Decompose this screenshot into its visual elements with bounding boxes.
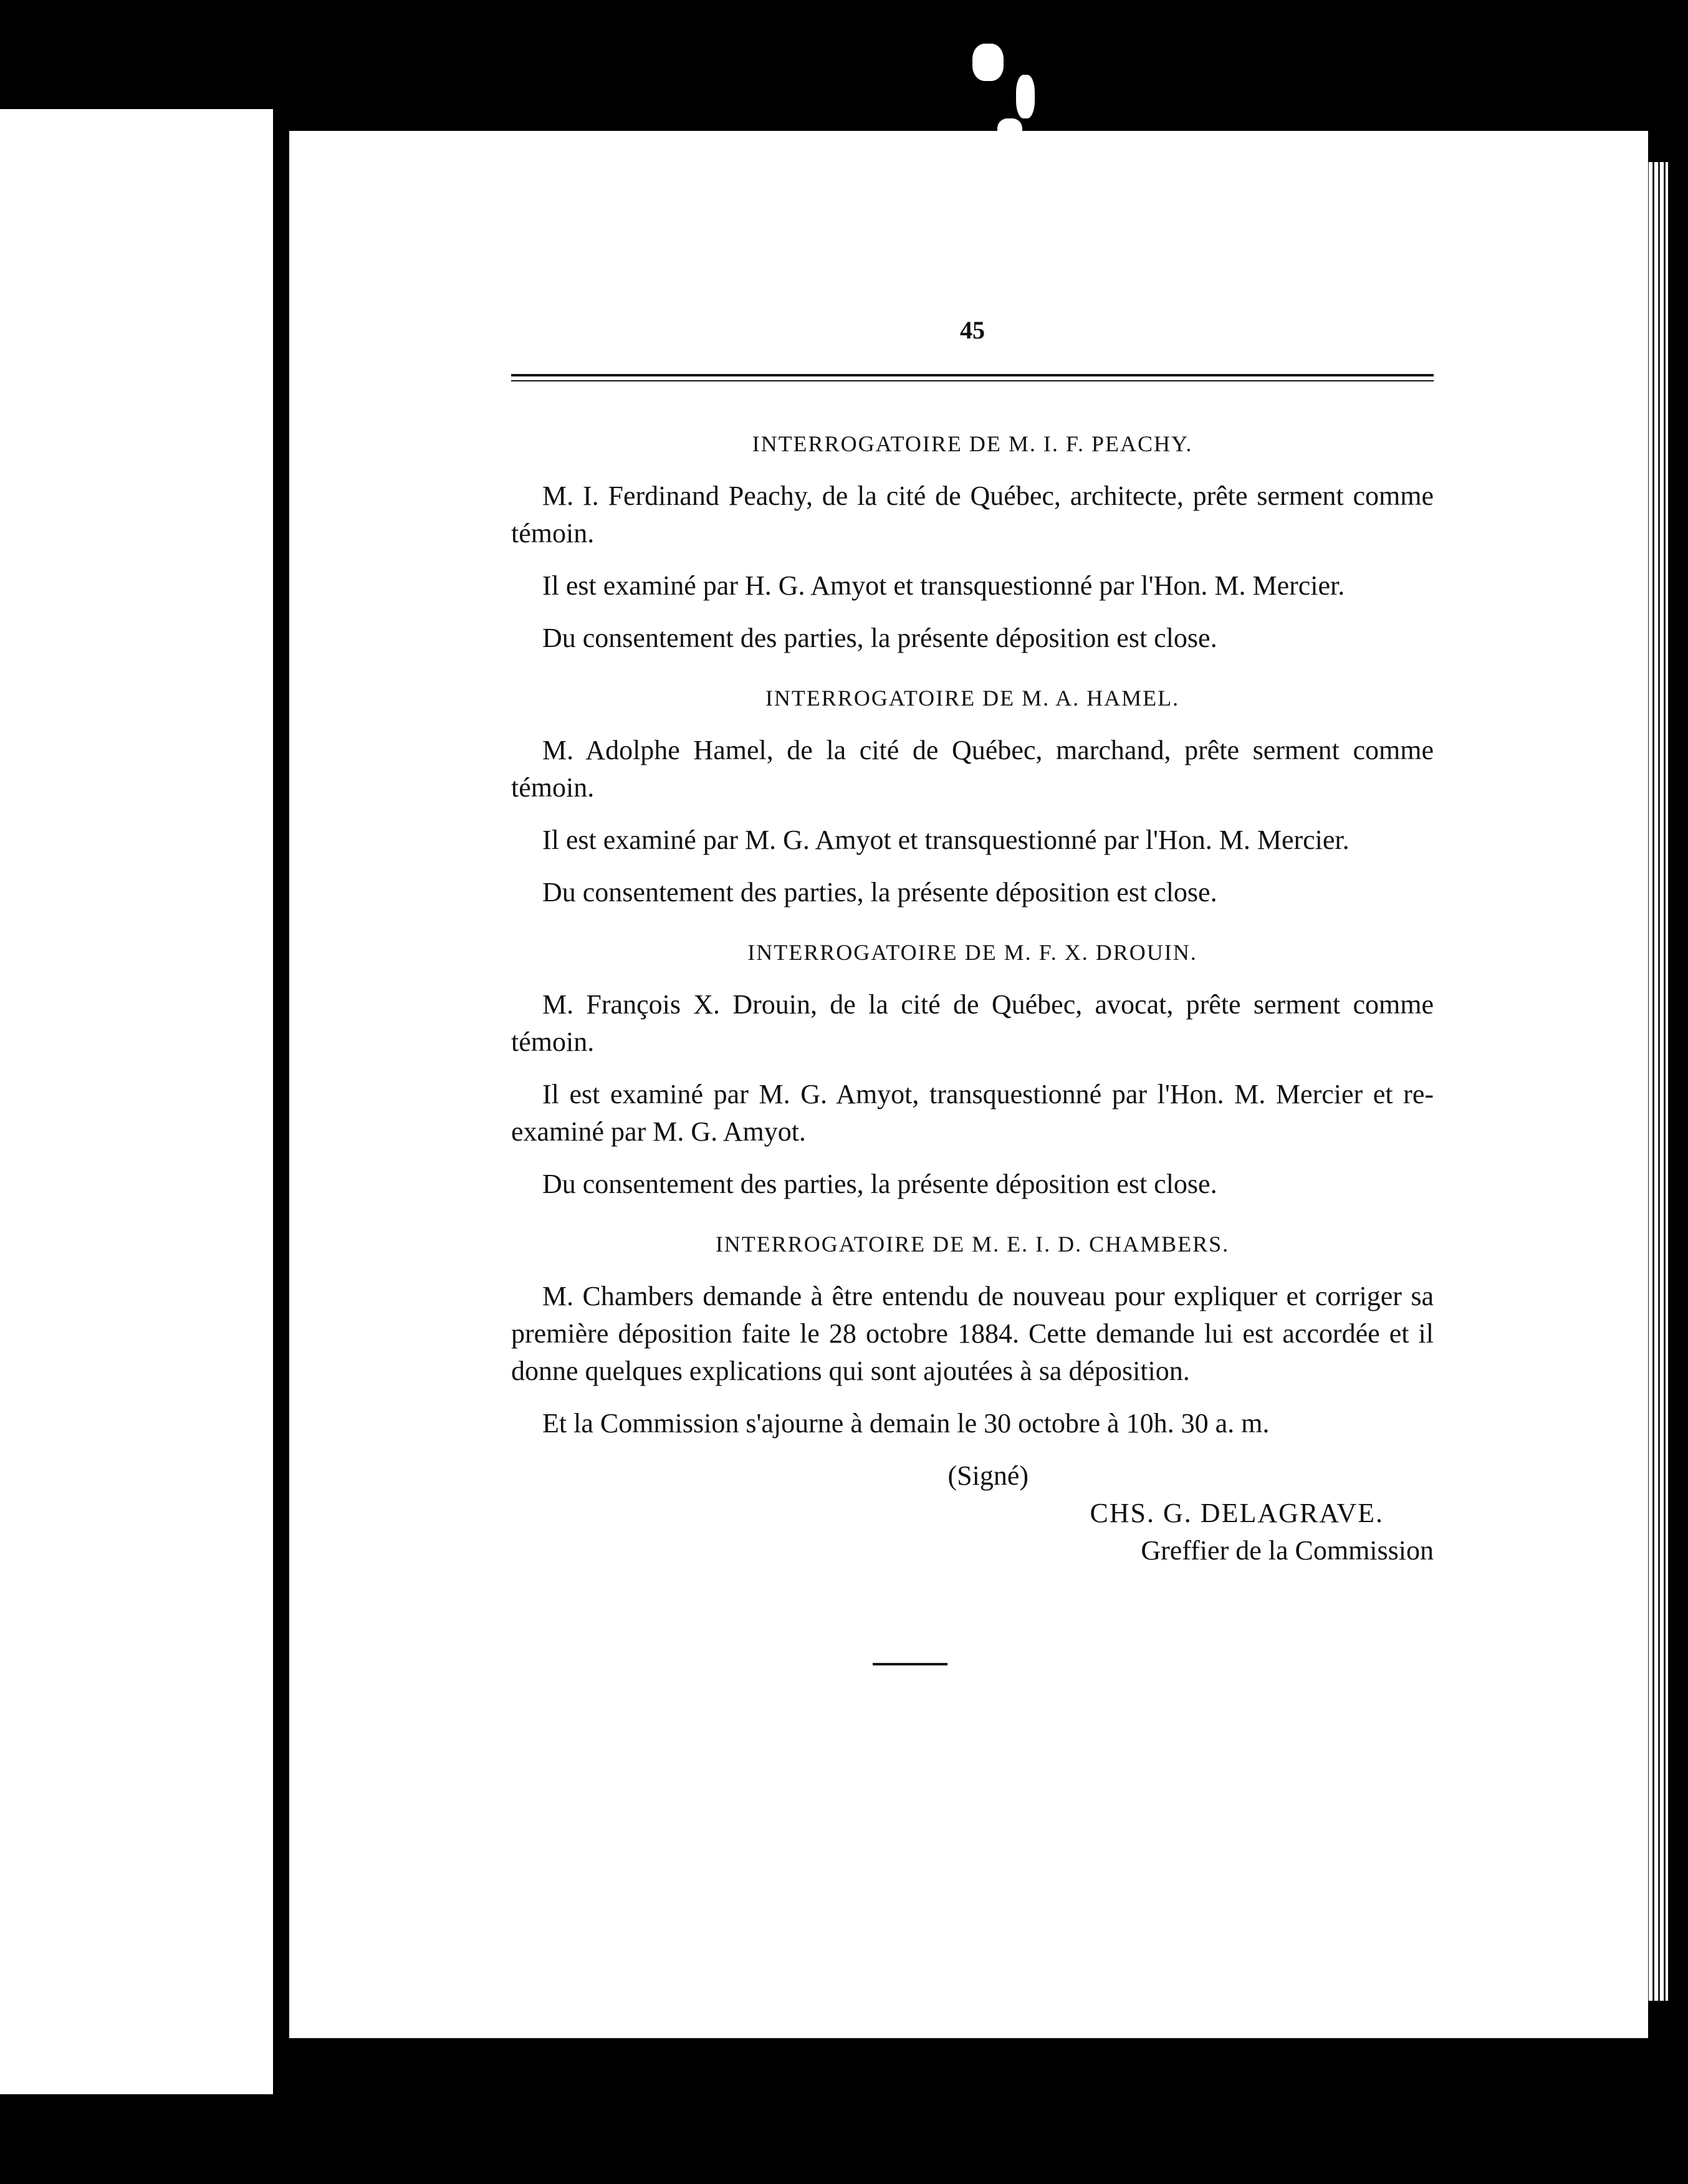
section-heading: INTERROGATOIRE DE M. I. F. PEACHY. [752, 431, 1193, 456]
paragraph: M. Chambers demande à être entendu de nouveau pour expliquer et corriger sa première déposition faite le 28 octobre 1884. Cette demande lui est accordée et il donne quelques explications qui sont ajoutées à sa déposition. [511, 1281, 1434, 1386]
paragraph: M. François X. Drouin, de la cité de Québec, avocat, prête serment comme témoin. [511, 989, 1434, 1057]
paragraph: Du consentement des parties, la présente déposition est close. [542, 877, 1217, 908]
paragraph: M. I. Ferdinand Peachy, de la cité de Québec, architecte, prête serment comme témoin. [511, 481, 1434, 548]
section-drouin [511, 934, 1434, 1203]
paragraph: Il est examiné par M. G. Amyot et transquestionné par l'Hon. M. Mercier. [542, 825, 1350, 855]
paragraph: Du consentement des parties, la présente déposition est close. [542, 623, 1217, 653]
section-heading: INTERROGATOIRE DE M. E. I. D. CHAMBERS. [715, 1232, 1230, 1257]
signed-note: (Signé) [947, 1460, 1029, 1491]
paragraph: Il est examiné par H. G. Amyot et transquestionné par l'Hon. M. Mercier. [542, 570, 1345, 601]
paragraph: Du consentement des parties, la présente déposition est close. [542, 1169, 1217, 1199]
signatory-title: Greffier de la Commission [1141, 1535, 1434, 1566]
page-number: 45 [960, 316, 985, 344]
header-rule-thick [511, 374, 1434, 376]
page-content [511, 312, 1434, 1665]
section-heading: INTERROGATOIRE DE M. F. X. DROUIN. [747, 940, 1197, 965]
book-gutter [273, 109, 284, 2094]
signatory-name: CHS. G. DELAGRAVE. [1090, 1498, 1384, 1528]
section-hamel [511, 679, 1434, 911]
section-heading: INTERROGATOIRE DE M. A. HAMEL. [765, 686, 1180, 711]
end-rule [873, 1663, 947, 1665]
paragraph: Il est examiné par M. G. Amyot, transquestionné par l'Hon. M. Mercier et re-examiné par M. G. Amyot. [511, 1079, 1434, 1147]
left-page [0, 109, 277, 2094]
header-rule-thin [511, 380, 1434, 381]
paragraph: Et la Commission s'ajourne à demain le 30 octobre à 10h. 30 a. m. [542, 1408, 1270, 1439]
section-peachy [511, 425, 1434, 657]
paragraph: M. Adolphe Hamel, de la cité de Québec, marchand, prête serment comme témoin. [511, 735, 1434, 803]
section-chambers [511, 1225, 1434, 1442]
